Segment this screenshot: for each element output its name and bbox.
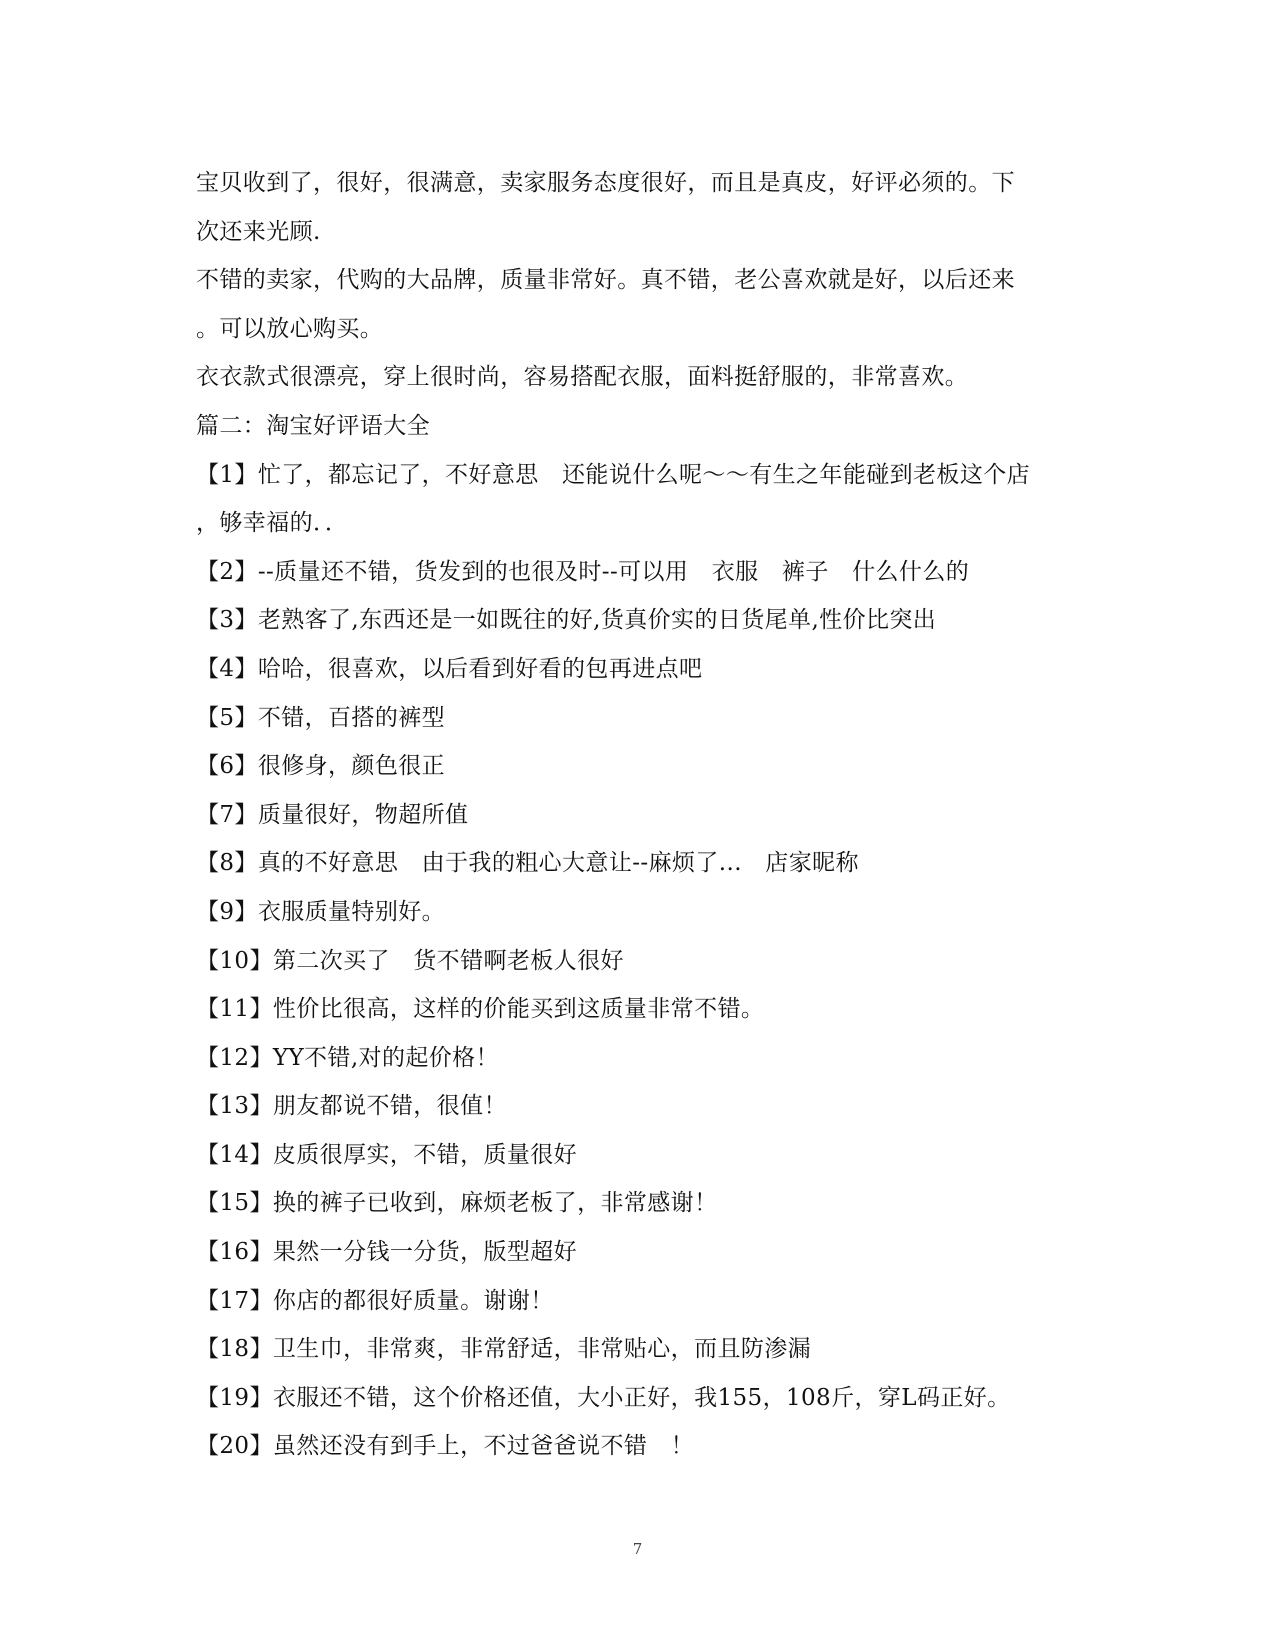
review-item-16: 【16】果然一分钱一分货，版型超好: [196, 1239, 578, 1266]
review-item-1-continued: ，够幸福的．．: [196, 510, 349, 537]
review-item-7: 【7】质量很好，物超所值: [196, 801, 469, 828]
text-line: 不错的卖家，代购的大品牌，质量非常好。真不错，老公喜欢就是好，以后还来: [196, 267, 1015, 294]
review-item-10: 【10】第二次买了 货不错啊老板人很好: [196, 947, 624, 974]
review-item-18: 【18】卫生巾，非常爽，非常舒适，非常贴心，而且防渗漏: [196, 1336, 812, 1363]
review-item-6: 【6】很修身，颜色很正: [196, 753, 446, 780]
review-item-11: 【11】性价比很高，这样的价能买到这质量非常不错。: [196, 996, 765, 1023]
text-line: 。可以放心购买。: [196, 315, 384, 342]
text-line: 次还来光顾.: [196, 218, 321, 245]
review-item-2: 【2】--质量还不错，货发到的也很及时--可以用 衣服 裤子 什么什么的: [196, 558, 970, 585]
review-item-5: 【5】不错，百搭的裤型: [196, 704, 446, 731]
review-item-20: 【20】虽然还没有到手上，不过爸爸说不错 ！: [196, 1433, 695, 1460]
text-line: 宝贝收到了，很好，很满意，卖家服务态度很好，而且是真皮，好评必须的。下: [196, 170, 1015, 196]
review-item-1: 【1】忙了，都忘记了，不好意思 还能说什么呢～～有生之年能碰到老板这个店: [196, 461, 1031, 488]
review-item-4: 【4】哈哈，很喜欢，以后看到好看的包再进点吧: [196, 655, 703, 682]
review-item-12: 【12】YY不错,对的起价格！: [196, 1044, 499, 1071]
review-item-17: 【17】你店的都很好质量。谢谢！: [196, 1287, 554, 1314]
review-item-13: 【13】朋友都说不错，很值！: [196, 1093, 507, 1120]
section-heading: 篇二：淘宝好评语大全: [196, 412, 430, 439]
document-body: [196, 163, 1096, 1475]
text-line: 衣衣款式很漂亮，穿上很时尚，容易搭配衣服，面料挺舒服的，非常喜欢。: [196, 364, 969, 391]
page-number: 7: [632, 1540, 643, 1558]
review-item-14: 【14】皮质很厚实，不错，质量很好: [196, 1141, 578, 1168]
review-item-9: 【9】衣服质量特别好。: [196, 898, 446, 925]
review-item-8: 【8】真的不好意思 由于我的粗心大意让--麻烦了... 店家昵称: [196, 850, 859, 877]
review-item-15: 【15】换的裤子已收到，麻烦老板了，非常感谢！: [196, 1190, 718, 1217]
review-item-19: 【19】衣服还不错，这个价格还值，大小正好，我155，108斤，穿L码正好。: [196, 1384, 1011, 1411]
review-item-3: 【3】老熟客了,东西还是一如既往的好,货真价实的日货尾单,性价比突出: [196, 607, 937, 634]
